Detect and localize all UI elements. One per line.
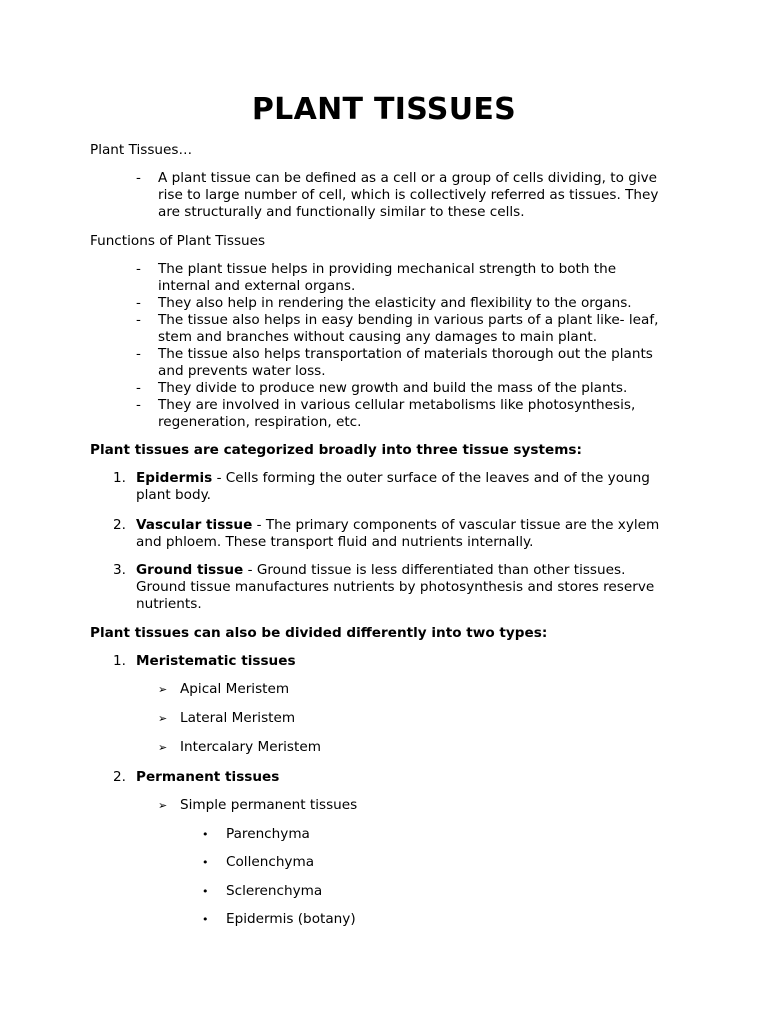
text-line: They are involved in various cellular metabolisms like photosynthesis, xyxy=(158,397,636,413)
text-line xyxy=(136,517,659,534)
term-label: Ground tissue xyxy=(136,562,244,578)
number-marker: 3. xyxy=(113,562,126,578)
subitem-text: Simple permanent tissues xyxy=(180,797,358,813)
text-line: and prevents water loss. xyxy=(158,363,326,379)
dash-marker: - xyxy=(136,346,141,362)
text-line: and phloem. These transport fluid and nutrients internally. xyxy=(136,534,534,550)
list-item-text xyxy=(136,470,650,504)
dash-marker: - xyxy=(136,170,141,186)
text-line xyxy=(136,470,650,487)
text-line: internal and external organs. xyxy=(158,278,356,294)
text-line: They divide to produce new growth and build the mass of the plants. xyxy=(158,380,628,396)
dash-marker: - xyxy=(136,312,141,328)
dot-bullet-icon: • xyxy=(202,885,209,898)
text-line: regeneration, respiration, etc. xyxy=(158,414,362,430)
term-description: - The primary components of vascular tissue are the xylem xyxy=(252,517,660,533)
text-line: The tissue also helps transportation of materials thorough out the plants xyxy=(158,346,653,362)
subitem-text: Apical Meristem xyxy=(180,681,290,697)
bullet-text: Epidermis (botany) xyxy=(226,911,356,927)
text-line: The plant tissue helps in providing mechanical strength to both the xyxy=(158,261,617,277)
dot-bullet-icon: • xyxy=(202,828,209,841)
bullet-text: Parenchyma xyxy=(226,826,310,842)
list-item-text xyxy=(136,517,659,551)
dash-marker: - xyxy=(136,380,141,396)
number-marker: 2. xyxy=(113,517,126,533)
text-line: Ground tissue manufactures nutrients by photosynthesis and stores reserve xyxy=(136,579,655,595)
list-item-text xyxy=(158,346,653,380)
bullet-text: Sclerenchyma xyxy=(226,883,323,899)
list-item-text xyxy=(158,397,635,431)
dot-bullet-icon: • xyxy=(202,856,209,869)
list-item-text xyxy=(158,261,616,295)
dash-marker: - xyxy=(136,397,141,413)
number-marker: 2. xyxy=(113,769,126,785)
text-line: plant body. xyxy=(136,487,212,503)
list-item-text xyxy=(158,295,632,312)
text-line xyxy=(136,562,654,579)
subitem-text: Intercalary Meristem xyxy=(180,739,321,755)
number-marker: 1. xyxy=(113,470,126,486)
dash-marker: - xyxy=(136,295,141,311)
arrow-bullet-icon: ➢ xyxy=(158,712,168,725)
term-description: - Ground tissue is less differentiated than other tissues. xyxy=(243,562,626,578)
arrow-bullet-icon: ➢ xyxy=(158,799,168,812)
text-line: stem and branches without causing any damages to main plant. xyxy=(158,329,598,345)
page-title: PLANT TISSUES xyxy=(251,92,517,127)
dot-bullet-icon: • xyxy=(202,913,209,926)
list-item-text xyxy=(136,562,654,613)
list-item-text xyxy=(158,312,658,346)
permanent-label: Permanent tissues xyxy=(136,769,280,785)
term-description: - Cells forming the outer surface of the leaves and of the young xyxy=(212,470,650,486)
section-heading-systems: Plant tissues are categorized broadly into three tissue systems: xyxy=(90,442,582,458)
text-line: They also help in rendering the elasticity and flexibility to the organs. xyxy=(158,295,632,311)
bullet-text: Collenchyma xyxy=(226,854,315,870)
number-marker: 1. xyxy=(113,653,126,669)
section-heading-types: Plant tissues can also be divided differently into two types: xyxy=(90,625,548,641)
text-line: are structurally and functionally similar to these cells. xyxy=(158,204,525,220)
section-heading-functions: Functions of Plant Tissues xyxy=(90,233,266,249)
list-item-text xyxy=(158,380,627,397)
subitem-text: Lateral Meristem xyxy=(180,710,296,726)
arrow-bullet-icon: ➢ xyxy=(158,741,168,754)
text-line: nutrients. xyxy=(136,596,202,612)
section-heading-intro: Plant Tissues… xyxy=(90,142,193,158)
term-label: Epidermis xyxy=(136,470,213,486)
text-line: The tissue also helps in easy bending in various parts of a plant like- leaf, xyxy=(158,312,659,328)
meristematic-label: Meristematic tissues xyxy=(136,653,296,669)
arrow-bullet-icon: ➢ xyxy=(158,683,168,696)
list-item-text xyxy=(158,170,658,221)
term-label: Vascular tissue xyxy=(136,517,253,533)
text-line: A plant tissue can be defined as a cell or a group of cells dividing, to give xyxy=(158,170,658,186)
dash-marker: - xyxy=(136,261,141,277)
text-line: rise to large number of cell, which is collectively referred as tissues. They xyxy=(158,187,659,203)
